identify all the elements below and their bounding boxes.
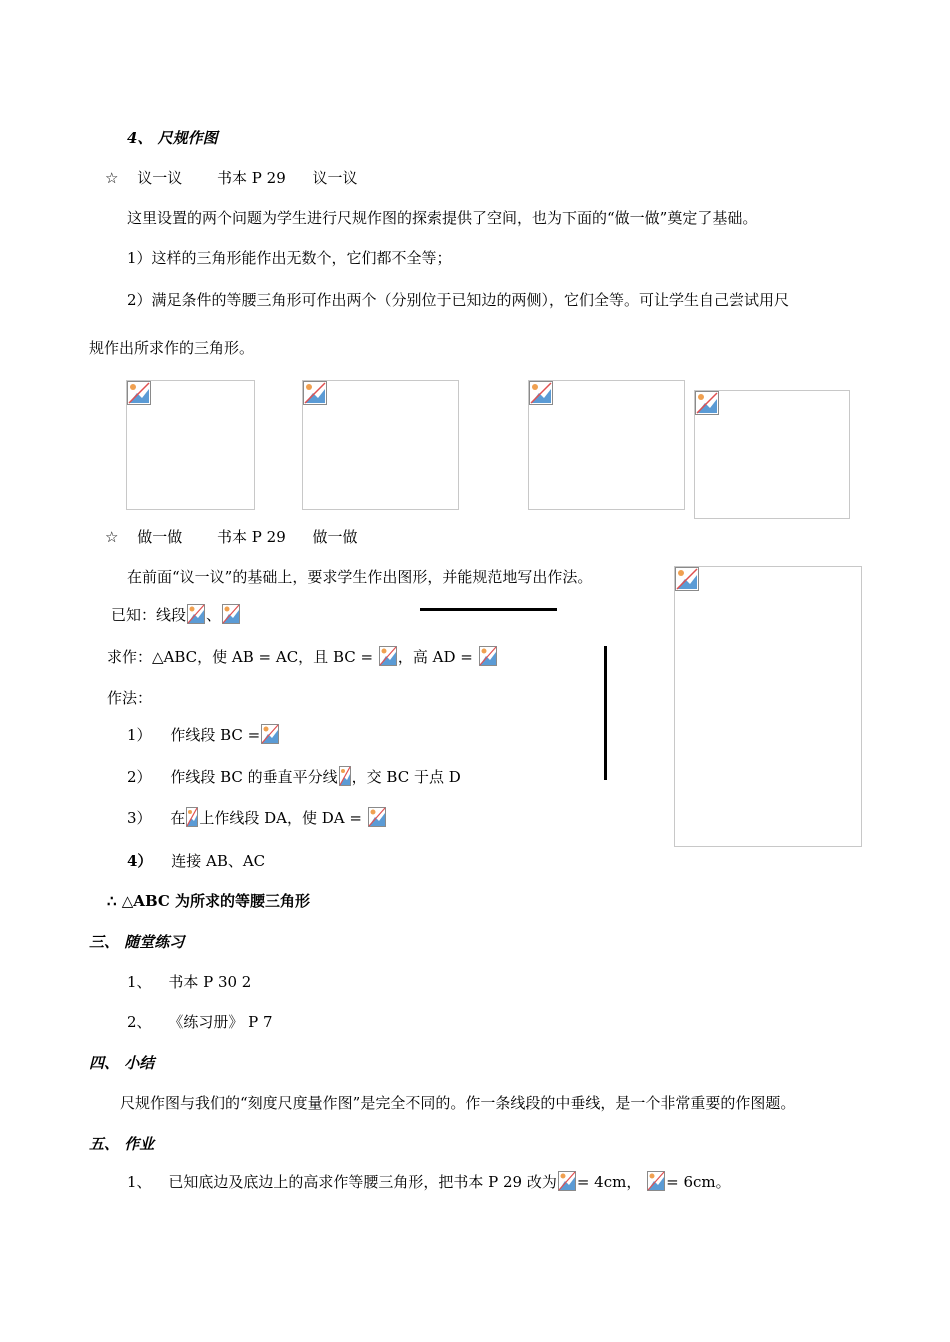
find-text-b: ，高 AD = [397,648,473,666]
broken-image-icon [186,807,198,827]
broken-image-icon [647,1171,665,1191]
known-line [111,604,241,625]
step-num: 4） [127,852,153,870]
discuss-ref: 书本 P 29 [217,169,286,187]
broken-image-icon [695,391,719,415]
homework-num: 1、 [127,1173,152,1191]
broken-image-icon [675,567,699,591]
step-num: 2） [127,768,152,786]
section-4-title: 4、 尺规作图 [127,129,218,147]
step-2 [127,766,461,787]
step-text: 作线段 BC 的垂直平分线 [170,768,338,786]
discuss-label-2: 议一议 [312,169,358,187]
figure-frame-2 [302,380,459,510]
figure-frame-5 [674,566,862,847]
broken-image-icon [558,1171,576,1191]
doit-label: 做一做 [137,528,183,546]
find-line [107,646,498,667]
step-num: 1） [127,726,152,744]
broken-image-icon [303,381,327,405]
find-text-a: 求作：△ABC，使 AB = AC，且 BC = [107,648,374,666]
given-segment-vertical [604,646,607,780]
doit-intro: 在前面“议一议”的基础上，要求学生作出图形，并能规范地写出作法。 [127,568,593,586]
conclusion: ∴ △ABC 为所求的等腰三角形 [107,892,311,910]
broken-image-icon [261,724,279,744]
intro-paragraph: 这里设置的两个问题为学生进行尺规作图的探索提供了空间，也为下面的“做一做”奠定了基础。 [127,209,758,227]
practice-text: 《练习册》 P 7 [168,1013,273,1031]
step-1 [127,724,280,745]
section-3-title: 三、 随堂练习 [89,933,185,951]
summary-text: 尺规作图与我们的“刻度尺度量作图”是完全不同的。作一条线段的中垂线，是一个非常重要的作图题。 [120,1094,796,1112]
figure-frame-1 [126,380,255,510]
method-title: 作法： [107,689,153,707]
figure-frame-3 [528,380,685,510]
practice-item-2 [127,1012,273,1032]
point-2-line-b: 规作出所求作的三角形。 [89,339,255,357]
step-text-2: ，交 BC 于点 D [351,768,461,786]
step-3 [127,807,387,828]
point-2-line-a: 2）满足条件的等腰三角形可作出两个（分别位于已知边的两侧），它们全等。可让学生自己尝试用尺 [127,291,790,309]
broken-image-icon [127,381,151,405]
step-text: 连接 AB、AC [171,852,266,870]
practice-item-1 [127,972,251,992]
broken-image-icon [187,604,205,624]
star-icon: ☆ [105,169,119,187]
step-text: 作线段 BC = [170,726,261,744]
step-text: 在 [170,809,186,827]
discuss-label: 议一议 [137,169,183,187]
homework-text-b: = 4cm， [576,1173,642,1191]
homework-text-c: = 6cm。 [666,1173,731,1191]
practice-num: 2、 [127,1013,152,1031]
doit-line [105,527,358,547]
step-text-2: 上作线段 DA，使 DA = [199,809,362,827]
known-sep: 、 [206,606,222,624]
broken-image-icon [368,807,386,827]
broken-image-icon [222,604,240,624]
step-num: 3） [127,809,152,827]
point-1: 1）这样的三角形能作出无数个，它们都不全等； [127,249,452,267]
star-icon: ☆ [105,528,119,546]
homework-item-1 [127,1171,731,1192]
broken-image-icon [529,381,553,405]
doit-label-2: 做一做 [312,528,358,546]
broken-image-icon [379,646,397,666]
known-prefix: 已知：线段 [111,606,187,624]
discuss-line [105,168,358,188]
broken-image-icon [339,766,351,786]
section-homework-title: 五、 作业 [89,1135,155,1153]
homework-text-a: 已知底边及底边上的高求作等腰三角形，把书本 P 29 改为 [168,1173,557,1191]
figure-frame-4 [694,390,850,519]
given-segment-horizontal [420,608,557,611]
practice-text: 书本 P 30 2 [168,973,252,991]
practice-num: 1、 [127,973,152,991]
step-4 [127,851,265,871]
doit-ref: 书本 P 29 [217,528,286,546]
section-summary-title: 四、 小结 [89,1054,155,1072]
broken-image-icon [479,646,497,666]
